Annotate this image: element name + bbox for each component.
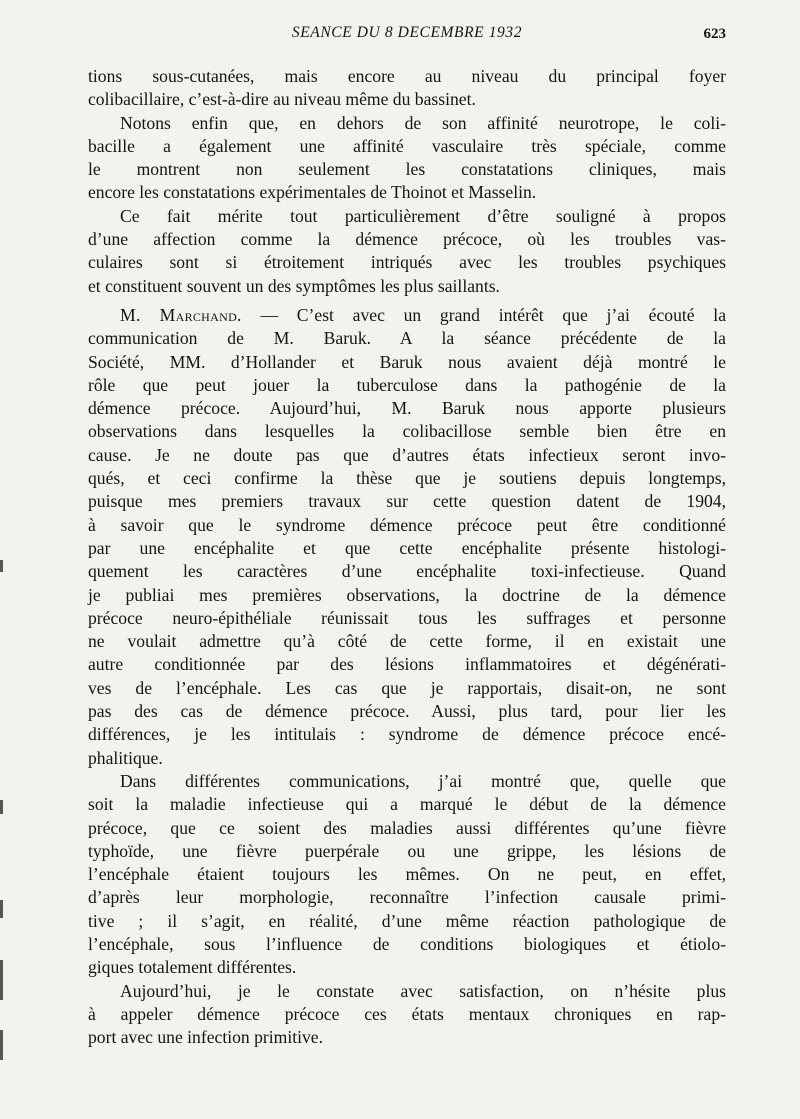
text-line-rest: — C’est avec un grand intérêt que j’ai écouté la bbox=[241, 304, 726, 325]
text-line: Notons enfin que, en dehors de son affinité neurotrope, le coli- bbox=[120, 112, 726, 133]
text-line: puisque mes premiers travaux sur cette question datent de 1904, bbox=[88, 491, 726, 512]
text-line: précoce neuro-épithéliale réunissait tous les suffrages et personne bbox=[88, 607, 726, 628]
text-line: et constituent souvent un des symptômes les plus saillants. bbox=[88, 275, 500, 296]
scan-edge-mark bbox=[0, 900, 3, 918]
text-line: le montrent non seulement les constatations cliniques, mais bbox=[88, 159, 726, 180]
text-line: d’après leur morphologie, reconnaître l’infection causale primi- bbox=[88, 887, 726, 908]
text-line: pas des cas de démence précoce. Aussi, plus tard, pour lier les bbox=[88, 701, 726, 722]
text-line: précoce, que ce soient des maladies aussi différentes qu’une fièvre bbox=[88, 817, 726, 838]
text-line: rôle que peut jouer la tuberculose dans la pathogénie de la bbox=[88, 374, 726, 395]
article-body bbox=[88, 65, 726, 1049]
text-line: ves de l’encéphale. Les cas que je rapportais, disait-on, ne sont bbox=[88, 677, 726, 698]
text-line: qués, et ceci confirme la thèse que je soutiens depuis longtemps, bbox=[88, 468, 726, 489]
text-line: par une encéphalite et que cette encéphalite présente histologi- bbox=[88, 537, 726, 558]
paragraph bbox=[88, 770, 726, 980]
text-line: je publiai mes premières observations, la doctrine de la démence bbox=[88, 584, 726, 605]
speaker-name: M. Marchand. bbox=[120, 304, 242, 325]
text-line: giques totalement différentes. bbox=[88, 957, 297, 978]
text-line: observations dans lesquelles la colibacillose semble bien être en bbox=[88, 421, 726, 442]
text-line: à appeler démence précoce ces états mentaux chroniques en rap- bbox=[88, 1003, 726, 1024]
text-line: Dans différentes communications, j’ai montré que, quelle que bbox=[120, 770, 726, 791]
paragraph-continuation bbox=[88, 65, 726, 112]
text-line: quement les caractères d’une encéphalite toxi-infectieuse. Quand bbox=[88, 561, 726, 582]
text-line: culaires sont si étroitement intriqués avec les troubles psychiques bbox=[88, 252, 726, 273]
text-line: autre conditionnée par des lésions inflammatoires et dégénérati- bbox=[88, 654, 726, 675]
scan-edge-mark bbox=[0, 800, 3, 814]
paragraph bbox=[88, 205, 726, 298]
text-line: communication de M. Baruk. A la séance précédente de la bbox=[88, 328, 726, 349]
paragraph bbox=[88, 112, 726, 205]
text-line: Ce fait mérite tout particulièrement d’être souligné à propos bbox=[120, 205, 726, 226]
page-header bbox=[88, 24, 726, 48]
text-line: phalitique. bbox=[88, 747, 163, 768]
text-line: Aujourd’hui, je le constate avec satisfaction, on n’hésite plus bbox=[120, 980, 726, 1001]
text-line: ne voulait admettre qu’à côté de cette forme, il en existait une bbox=[88, 631, 726, 652]
text-line: l’encéphale, sous l’influence de conditions biologiques et étiolo- bbox=[88, 933, 726, 954]
text-line: cause. Je ne doute pas que d’autres états infectieux seront invo- bbox=[88, 444, 726, 465]
text-line: typhoïde, une fièvre puerpérale ou une grippe, les lésions de bbox=[88, 840, 726, 861]
text-line: d’une affection comme la démence précoce, où les troubles vas- bbox=[88, 229, 726, 250]
running-head: SEANCE DU 8 DECEMBRE 1932 bbox=[291, 24, 523, 41]
paragraph-marchand bbox=[88, 304, 726, 770]
page-number: 623 bbox=[703, 26, 726, 42]
text-line: Société, MM. d’Hollander et Baruk nous avaient déjà montré le bbox=[88, 351, 726, 372]
text-line: différences, je les intitulais : syndrome de démence précoce encé- bbox=[88, 724, 726, 745]
text-line: à savoir que le syndrome démence précoce peut être conditionné bbox=[88, 514, 726, 535]
scan-edge-mark bbox=[0, 560, 3, 572]
text-line: port avec une infection primitive. bbox=[88, 1027, 323, 1048]
text-line: l’encéphale étaient toujours les mêmes. On ne peut, en effet, bbox=[88, 864, 726, 885]
text-line: encore les constatations expérimentales de Thoinot et Masselin. bbox=[88, 182, 537, 203]
paragraph bbox=[88, 980, 726, 1050]
scan-edge-mark bbox=[0, 960, 3, 1000]
text-line: tive ; il s’agit, en réalité, d’une même réaction pathologique de bbox=[88, 910, 726, 931]
text-line bbox=[88, 304, 726, 327]
text-line: tions sous-cutanées, mais encore au niveau du principal foyer bbox=[88, 66, 726, 86]
text-line: soit la maladie infectieuse qui a marqué le début de la démence bbox=[88, 794, 726, 815]
text-line: colibacillaire, c’est-à-dire au niveau même du bassinet. bbox=[88, 89, 476, 110]
text-line: démence précoce. Aujourd’hui, M. Baruk nous apporte plusieurs bbox=[88, 398, 726, 419]
text-line: bacille a également une affinité vasculaire très spéciale, comme bbox=[88, 135, 726, 156]
scan-edge-mark bbox=[0, 1030, 3, 1060]
